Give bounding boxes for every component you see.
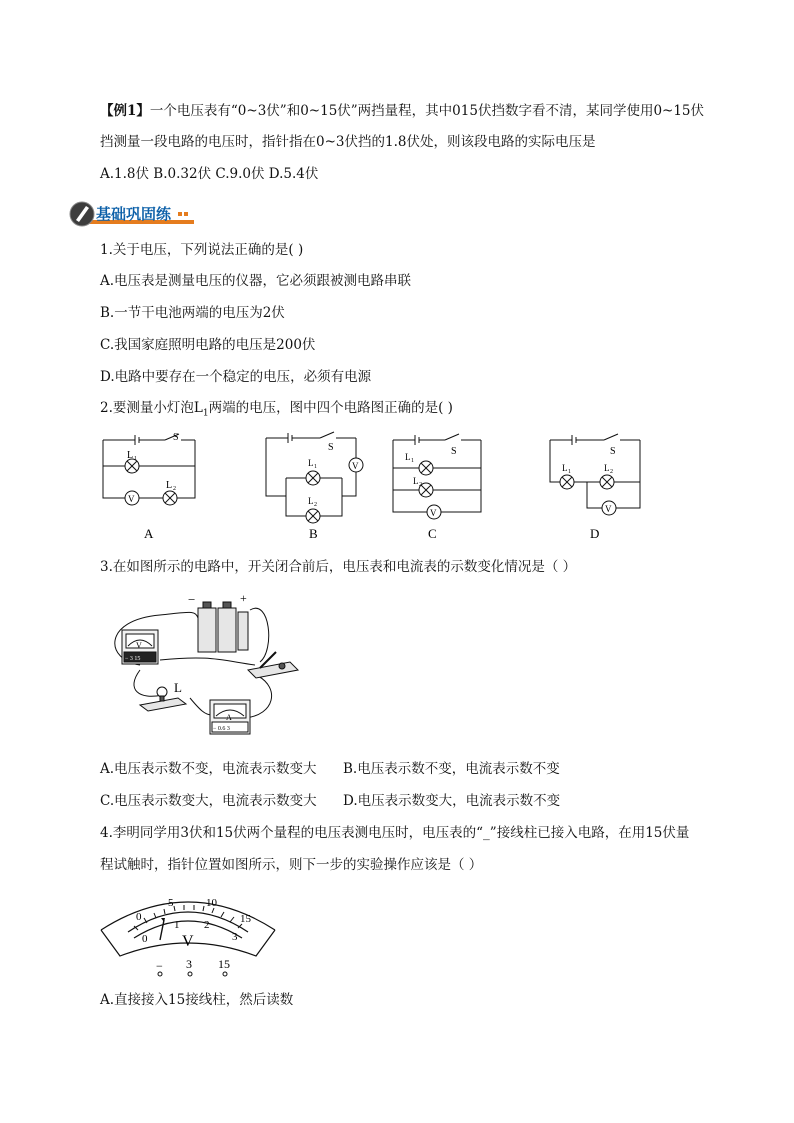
dial-outer-0: 0: [136, 911, 142, 923]
example-tag: 【例1】: [100, 103, 150, 119]
knife-switch-icon: [248, 652, 298, 678]
example-text-1: 一个电压表有“0~3伏”和0~15伏”两挡量程，其中015伏挡数字看不清，某同学使用0~15伏: [149, 103, 705, 119]
c-l2-sub: 2: [419, 482, 422, 488]
c-switch-label: S: [451, 446, 457, 457]
q1-option-b: B.一节干电池两端的电压为2伏: [100, 305, 285, 321]
dial-outer-5: 5: [168, 897, 174, 909]
c-l1-sub: 1: [411, 458, 414, 464]
dial-inner-1: 1: [174, 919, 180, 931]
circuit-diagram-d: [542, 428, 652, 543]
b-voltmeter-label: V: [352, 461, 359, 471]
q2-stem-pre: 2.要测量小灯泡L: [100, 400, 203, 416]
a-voltmeter-label: V: [128, 494, 135, 504]
dial-tick-marks: [134, 905, 242, 930]
c-l1-label: L: [405, 452, 411, 462]
q3-stem: 3.在如图所示的电路中，开关闭合前后，电压表和电流表的示数变化情况是（ ）: [100, 559, 577, 575]
dial-inner-0: 0: [142, 933, 148, 945]
circuit-diagram-c: [385, 428, 490, 543]
q3-option-c: C.电压表示数变大，电流表示数变大: [100, 793, 317, 809]
b-l1-label: L: [308, 458, 314, 468]
circuit-diagram-a: [95, 428, 205, 543]
example-line-2: 挡测量一段电路的电压时，指针指在0~3伏挡的1.8伏处，则该段电路的实际电压是: [100, 134, 596, 150]
q2-stem-post: 两端的电压，图中四个电路图正确的是( ): [208, 400, 453, 416]
a-l2-sub: 2: [173, 486, 176, 492]
q1-option-a: A.电压表是测量电压的仪器，它必须跟被测电路串联: [100, 273, 412, 289]
circuit-b-letter: B: [309, 526, 318, 541]
battery-icon: [198, 602, 248, 652]
battery-minus-label: −: [188, 592, 196, 607]
section-title: 基础巩固练: [96, 205, 172, 223]
q3-option-d: D.电压表示数变大，电流表示数不变: [343, 793, 561, 809]
a-l2-label: L: [166, 480, 173, 491]
dial-inner-3: 3: [232, 931, 238, 943]
b-l1-sub: 1: [314, 464, 317, 470]
q2-stem: [100, 398, 453, 424]
b-l2-sub: 2: [314, 502, 317, 508]
example-options: A.1.8伏 B.0.32伏 C.9.0伏 D.5.4伏: [100, 166, 319, 182]
dial-terminal-3: 3: [186, 957, 192, 971]
voltmeter-terminals: − 3 15: [125, 656, 141, 662]
dial-outer-15: 15: [240, 913, 251, 925]
circuit-c-letter: C: [428, 526, 437, 541]
ammeter-terminals: − 0.6 3: [213, 726, 230, 732]
q3-option-b: B.电压表示数不变，电流表示数不变: [343, 761, 560, 777]
section-banner: [68, 200, 198, 228]
d-l2-label: L: [604, 463, 610, 473]
a-l1-label: L: [127, 450, 134, 461]
b-l2-label: L: [308, 496, 314, 506]
q3-option-a: A.电压表示数不变，电流表示数变大: [100, 761, 317, 777]
q4-line-1: 4.李明同学用3伏和15伏两个量程的电压表测电压时，电压表的“_”接线柱已接入电路，在用15伏量: [100, 825, 690, 841]
voltmeter-letter: V: [136, 641, 142, 650]
q2-stem-sub: 1: [202, 408, 209, 419]
q1-option-c: C.我国家庭照明电路的电压是200伏: [100, 337, 316, 353]
lamp-label: L: [174, 680, 182, 695]
circuit-diagram-b: [258, 428, 373, 543]
voltmeter-dial-figure: [98, 886, 278, 978]
q4-line-2: 程试触时，指针位置如图所示，则下一步的实验操作应该是（ ）: [100, 857, 483, 873]
a-l1-sub: 1: [134, 456, 137, 462]
d-l1-sub: 1: [568, 469, 571, 475]
c-voltmeter-label: V: [430, 508, 437, 518]
physical-circuit-figure: [100, 590, 310, 745]
a-switch-label: S: [173, 432, 179, 443]
d-l1-label: L: [562, 463, 568, 473]
d-l2-sub: 2: [610, 469, 613, 475]
dial-inner-2: 2: [204, 919, 210, 931]
dial-terminal-minus: −: [156, 959, 163, 973]
dial-terminal-15: 15: [218, 957, 230, 971]
example-line-1: [100, 101, 704, 121]
terminal-post-3-icon: [188, 972, 192, 976]
circuit-d-letter: D: [590, 526, 600, 541]
q1-stem: 1.关于电压，下列说法正确的是( ): [100, 242, 304, 258]
dial-unit: V: [182, 933, 194, 950]
dial-pointer: [160, 920, 164, 940]
d-switch-label: S: [610, 446, 616, 457]
dial-outer-10: 10: [206, 897, 217, 909]
d-voltmeter-label: V: [605, 504, 612, 514]
q1-option-d: D.电路中要存在一个稳定的电压，必须有电源: [100, 369, 372, 385]
circuit-a-letter: A: [144, 526, 154, 541]
b-switch-label: S: [328, 442, 334, 453]
terminal-post-15-icon: [223, 972, 227, 976]
battery-plus-label: +: [240, 591, 247, 605]
c-l2-label: L: [413, 476, 419, 486]
ammeter-letter: A: [226, 713, 232, 722]
q4-option-a: A.直接接入15接线柱，然后读数: [100, 992, 294, 1008]
